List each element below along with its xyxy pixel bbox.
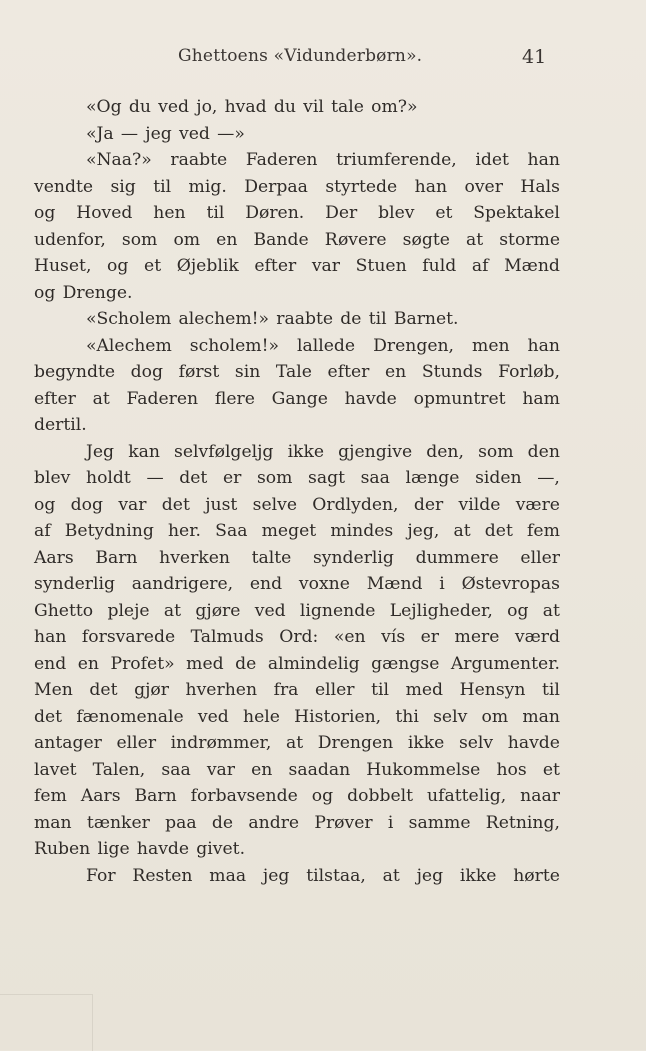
text-line: dertil.: [34, 415, 87, 435]
text-line: blev holdt — det er som sagt saa længe siden —,: [34, 468, 560, 488]
text-line: antager eller indrømmer, at Drengen ikke selv havde: [34, 733, 560, 753]
text-line: «Scholem alechem!» raabte de til Barnet.: [86, 309, 459, 329]
running-title: Ghettoens «Vidunderbørn».: [178, 46, 423, 66]
text-line: end en Profet» med de almindelig gængse Argumenter.: [34, 653, 560, 674]
body-text: [34, 94, 560, 889]
text-line: det fænomenale ved hele Historien, thi selv om man: [34, 706, 560, 727]
text-line: og Hoved hen til Døren. Der blev et Spektakel: [34, 203, 560, 223]
text-line: For Resten maa jeg tilstaa, at jeg ikke hørte: [86, 865, 560, 886]
text-line: udenfor, som om en Bande Røvere søgte at storme: [34, 229, 560, 250]
text-line: synderlig aandrigere, end voxne Mænd i Østevropas: [34, 574, 560, 594]
text-line: «Og du ved jo, hvad du vil tale om?»: [86, 97, 418, 117]
text-line: Huset, og et Øjeblik efter var Stuen fuld af Mænd: [34, 256, 560, 276]
text-line: fem Aars Barn forbavsende og dobbelt ufattelig, naar: [34, 786, 560, 806]
text-line: Men det gjør hverhen fra eller til med Hensyn til: [34, 680, 560, 700]
text-line: lavet Talen, saa var en saadan Hukommelse hos et: [34, 759, 560, 780]
text-line: og dog var det just selve Ordlyden, der vilde være: [34, 494, 560, 515]
text-line: begyndte dog først sin Tale efter en Stunds Forløb,: [34, 362, 560, 382]
text-line: og Drenge.: [34, 282, 133, 303]
text-line: Ruben lige havde givet.: [34, 839, 246, 859]
text-line: «Alechem scholem!» lallede Drengen, men han: [86, 335, 560, 356]
text-line: «Ja — jeg ved —»: [86, 123, 245, 144]
text-line: man tænker paa de andre Prøver i samme Retning,: [34, 812, 560, 833]
text-line: vendte sig til mig. Derpaa styrtede han over Hals: [34, 176, 560, 197]
text-line: han forsvarede Talmuds Ord: «en vís er mere værd: [34, 627, 560, 647]
text-line: Jeg kan selvfølgeljg ikke gjengive den, som den: [86, 441, 560, 462]
page-number: 41: [522, 46, 547, 68]
page-header: [0, 46, 646, 74]
text-line: Ghetto pleje at gjøre ved lignende Lejligheder, og at: [34, 600, 560, 621]
text-line: «Naa?» raabte Faderen triumferende, idet han: [86, 150, 560, 170]
text-line: Aars Barn hverken talte synderlig dummere eller: [34, 547, 560, 568]
page-corner-mark: [0, 994, 93, 1051]
text-line: efter at Faderen flere Gange havde opmuntret ham: [34, 388, 560, 409]
text-line: af Betydning her. Saa meget mindes jeg, at det fem: [34, 521, 560, 541]
